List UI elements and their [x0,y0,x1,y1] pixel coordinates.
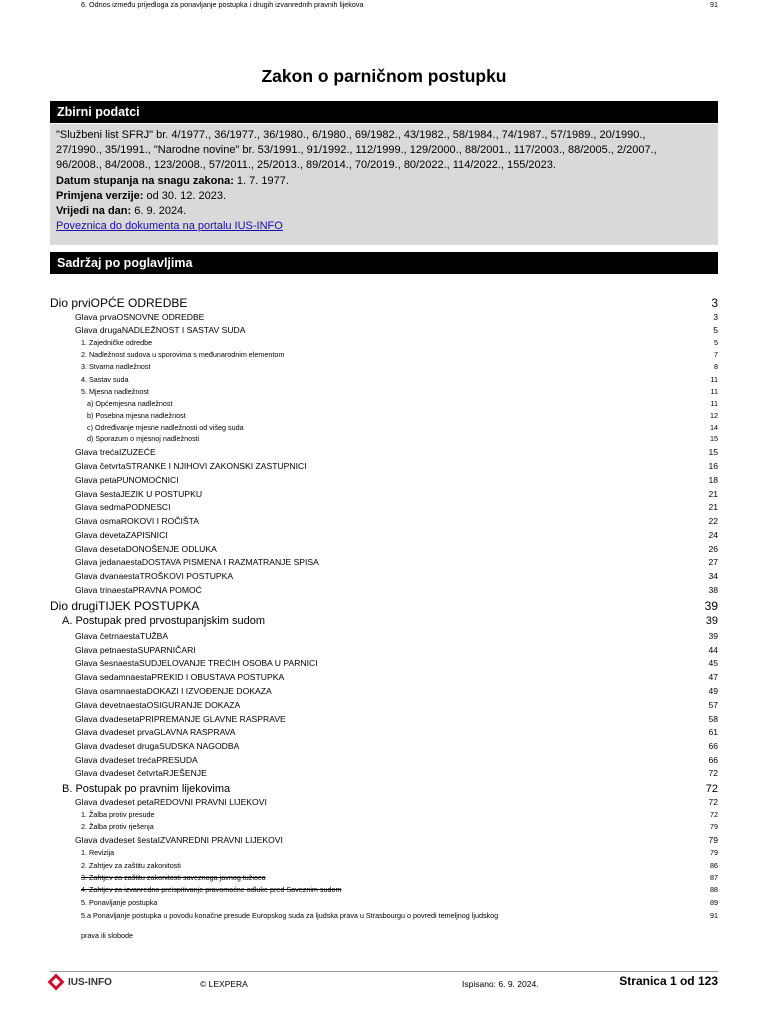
toc-entry-page: 3 [711,296,718,310]
toc-entry-title: Glava trinaestaPRAVNA POMOĆ [75,585,202,595]
toc-entry-page: 15 [710,434,718,443]
valid-date-label: Vrijedi na dan: [56,205,132,218]
toc-entry-page: 72 [705,783,718,795]
toc-entry-page: 8 [714,362,718,371]
toc-entry-page: 26 [708,544,718,554]
toc-entry-title: 6. Odnos između prijedloga za ponavljanje postupka i drugih izvanrednih pravnih lijekova [81,0,364,9]
toc-entry-page: 27 [708,557,718,567]
toc-entry-page: 3 [713,312,718,322]
toc-entry-title: Glava osmaROKOVI I ROČIŠTA [75,516,200,526]
toc-entry-title: c) Određivanje mjesne nadležnosti od višeg suda [87,423,244,432]
toc-entry-title: Glava osamnaestaDOKAZI I IZVOĐENJE DOKAZA [75,686,272,696]
toc-entry-title: 5.a Ponavljanje postupka u povodu konačne presude Europskog suda za ljudska prava u Strasbourgu o povredi temeljnog ljudskog [81,911,499,920]
toc-entry-page: 11 [710,399,718,408]
toc-entry-title: b) Posebna mjesna nadležnost [87,411,186,420]
toc-entry-title: Glava dvadeset prvaGLAVNA RASPRAVA [75,727,236,737]
toc-entry-title: Glava prvaOSNOVNE ODREDBE [75,312,205,322]
toc-entry-page: 79 [710,848,718,857]
toc-entry-title: Glava sedmaPODNESCI [75,502,171,512]
toc-entry-page: 21 [708,502,718,512]
version-date-label: Primjena verzije: [56,189,144,202]
footer-divider [50,971,718,972]
page-number: Stranica 1 od 123 [619,974,718,988]
toc-entry-page: 72 [710,810,718,819]
toc-entry-title: A. Postupak pred prvostupanjskim sudom [62,615,265,627]
toc-entry-title: Glava jedanaestaDOSTAVA PISMENA I RAZMATRANJE SPISA [75,557,319,567]
toc-entry-page: 89 [710,898,718,907]
toc-entry-page: 39 [708,631,718,641]
toc-entry-title: Glava dvadeset drugaSUDSKA NAGODBA [75,741,240,751]
toc-entry-title: Glava petnaestaSUPARNIČARI [75,645,196,655]
toc-entry-page: 34 [708,571,718,581]
toc-entry-page: 5 [714,338,718,347]
gazette-line-2: 27/1990., 35/1991., "Narodne novine" br. 53/1991., 91/1992., 112/1999., 129/2000., 88/2001., 117/2003., 88/2005., 2/2007., [56,144,657,157]
toc-entry-title: Glava drugaNADLEŽNOST I SASTAV SUDA [75,325,246,335]
toc-entry-title: Glava sedamnaestaPREKID I OBUSTAVA POSTUPKA [75,672,285,682]
toc-entry-title: 3. Zahtjev za zaštitu zakonitosti saveznoga javnog tužioca [81,873,266,882]
toc-entry-page: 38 [708,585,718,595]
toc-entry-page: 39 [705,615,718,627]
toc-entry-title: Glava četrnaestaTUŽBA [75,631,169,641]
toc-entry-title: Glava desetaDONOŠENJE ODLUKA [75,544,217,554]
toc-entry-page: 44 [708,645,718,655]
toc-entry-page: 5 [713,325,718,335]
toc-entry-page: 11 [710,387,718,396]
summary-header: Zbirni podatci [50,101,718,123]
toc-entry-page: 72 [708,768,718,778]
toc-entry-title: 2. Zahtjev za zaštitu zakonitosti [81,861,181,870]
toc-entry-page: 91 [710,911,718,920]
toc-entry-title: 3. Stvarna nadležnost [81,362,151,371]
toc-entry-title: 1. Revizija [81,848,115,857]
toc-entry-page: 88 [710,885,718,894]
toc-entry-title: Glava šesnaestaSUDJELOVANJE TREĆIH OSOBA U PARNICI [75,658,318,668]
toc-entry-page: 21 [708,489,718,499]
toc-entry-page: 72 [708,797,718,807]
footer-printed-date: Ispisano: 6. 9. 2024. [462,979,539,989]
portal-link[interactable]: Poveznica do dokumenta na portalu IUS-INFO [56,220,283,233]
toc-entry-page: 91 [710,0,718,9]
toc-entry-page: 86 [710,861,718,870]
valid-date-value: 6. 9. 2024. [131,205,187,218]
document-title: Zakon o parničnom postupku [261,66,507,86]
toc-entry-page: 49 [708,686,718,696]
toc-entry-title: 5. Mjesna nadležnost [81,387,149,396]
toc-entry-page: 12 [710,411,718,420]
toc-entry-title: Dio prviOPĆE ODREDBE [50,296,188,310]
toc-entry-page: 66 [708,755,718,765]
toc-entry-title: Glava četvrtaSTRANKE I NJIHOVI ZAKONSKI ZASTUPNICI [75,461,307,471]
toc-entry-title-continuation: prava ili slobode [81,931,133,940]
toc-entry-page: 57 [708,700,718,710]
ius-info-logo [50,976,112,988]
logo-text: IUS-INFO [68,976,112,988]
toc-entry-title: 5. Ponavljanje postupka [81,898,158,907]
toc-entry-page: 79 [708,835,718,845]
toc-entry-title: 4. Zahtjev za izvanredno preispitivanje pravomoćne odluke pred Saveznim sudom [81,885,342,894]
toc-entry-page: 39 [704,599,718,613]
toc-entry-title: Glava devetaZAPISNICI [75,530,168,540]
toc-entry-page: 87 [710,873,718,882]
toc-entry-title: 2. Nadležnost sudova u sporovima s međunarodnim elementom [81,350,285,359]
ius-info-logo-icon [48,974,65,991]
toc-entry-title: Glava dvadeset petaREDOVNI PRAVNI LIJEKOVI [75,797,267,807]
effective-date-value: 1. 7. 1977. [233,174,289,187]
toc-entry-page: 58 [708,714,718,724]
toc-entry-page: 61 [708,727,718,737]
toc-entry-title: B. Postupak po pravnim lijekovima [62,783,231,795]
toc-entry-title: Glava petaPUNOMOĆNICI [75,475,179,485]
toc-entry-title: 4. Sastav suda [81,375,129,384]
toc-entry-title: d) Sporazum o mjesnoj nadležnosti [87,434,200,443]
toc-entry-title: Glava trećaIZUZEĆE [75,447,156,457]
footer-copyright: © LEXPERA [200,979,248,989]
toc-entry-page: 79 [710,822,718,831]
toc-entry-page: 7 [714,350,718,359]
toc-entry-title: Dio drugiTIJEK POSTUPKA [50,599,200,613]
toc-entry-title: Glava dvadeset trećaPRESUDA [75,755,198,765]
toc-entry-page: 45 [708,658,718,668]
toc-entry-title: Glava dvanaestaTROŠKOVI POSTUPKA [75,571,234,581]
toc-entry-page: 47 [708,672,718,682]
toc-entry-page: 22 [708,516,718,526]
gazette-line-3: 96/2008., 84/2008., 123/2008., 57/2011., 25/2013., 89/2014., 70/2019., 80/2022., 114/2022., 155/2023. [56,159,556,172]
toc-entry-title: 2. Žalba protiv rješenja [81,822,154,831]
effective-date-label: Datum stupanja na snagu zakona: [56,174,234,187]
toc-entry-page: 16 [708,461,718,471]
toc-entry-title: Glava dvadesetaPRIPREMANJE GLAVNE RASPRAVE [75,714,286,724]
toc-entry-title: 1. Žalba protiv presude [81,810,155,819]
toc-entry-title: Glava dvadeset četvrtaRJEŠENJE [75,768,207,778]
toc-entry-title: Glava dvadeset šestaIZVANREDNI PRAVNI LIJEKOVI [75,835,283,845]
toc-entry-title: Glava devetnaestaOSIGURANJE DOKAZA [75,700,241,710]
toc-entry-page: 14 [710,423,718,432]
toc-entry-title: Glava šestaJEZIK U POSTUPKU [75,489,203,499]
version-date-value: od 30. 12. 2023. [143,189,227,202]
toc-entry-page: 11 [710,375,718,384]
toc-entry-page: 66 [708,741,718,751]
toc-entry-page: 18 [708,475,718,485]
toc-header: Sadržaj po poglavljima [50,252,718,274]
toc-entry-page: 15 [708,447,718,457]
toc-entry-title: 1. Zajedničke odredbe [81,338,153,347]
gazette-line-1: "Službeni list SFRJ" br. 4/1977., 36/1977., 36/1980., 6/1980., 69/1982., 43/1982., 58/1984., 74/1987., 57/1989., 20/1990., [56,129,646,141]
toc-entry-title: a) Općemjesna nadležnost [87,399,173,408]
toc-entry-page: 24 [708,530,718,540]
